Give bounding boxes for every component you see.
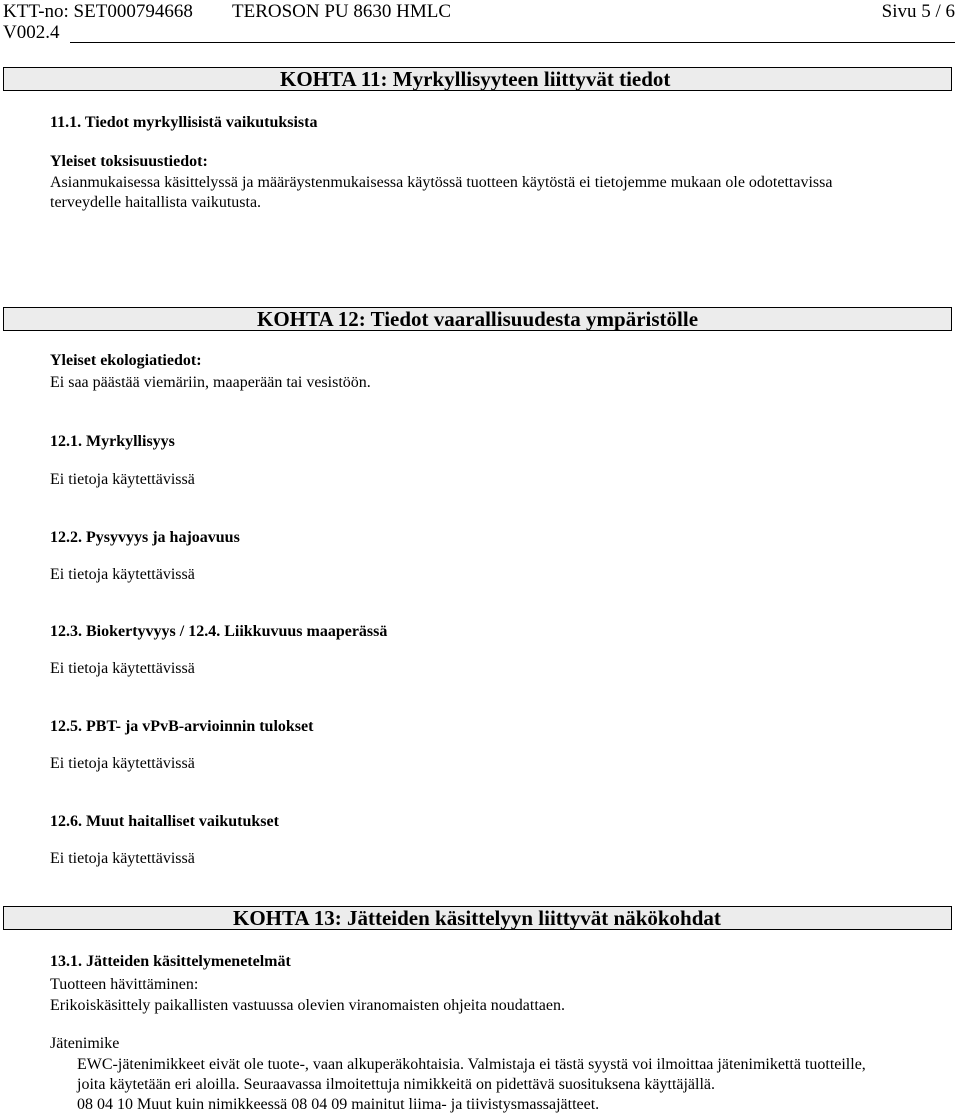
- subsection-12-6-text: Ei tietoja käytettävissä: [50, 850, 195, 867]
- product-name: TEROSON PU 8630 HMLC: [232, 1, 452, 22]
- section-11-header: [3, 67, 952, 91]
- section-13-header: [3, 906, 952, 930]
- header-rule: [70, 42, 955, 43]
- general-toxicity-text-line-1: Asianmukaisessa käsittelyssä ja määräystenmukaisessa käytössä tuotteen käytöstä ei tietojemme mukaan ole odotettavissa: [50, 174, 833, 191]
- subsection-11-1-heading: 11.1. Tiedot myrkyllisistä vaikutuksista: [50, 114, 318, 131]
- subsection-12-3-heading: 12.3. Biokertyvyys / 12.4. Liikkuvuus maaperässä: [50, 623, 388, 640]
- disposal-label: Tuotteen hävittäminen:: [50, 976, 199, 993]
- general-toxicity-text-line-2: terveydelle haitallista vaikutusta.: [50, 194, 262, 211]
- waste-code-text-line-1: EWC-jätenimikkeet eivät ole tuote-, vaan alkuperäkohtaisia. Valmistaja ei tästä syystä voi ilmoittaa jätenimikettä tuotteille,: [77, 1056, 866, 1073]
- subsection-12-3-text: Ei tietoja käytettävissä: [50, 660, 195, 677]
- waste-code-label: Jätenimike: [50, 1035, 120, 1052]
- waste-code-text-line-3: 08 04 10 Muut kuin nimikkeessä 08 04 09 mainitut liima- ja tiivistysmassajätteet.: [77, 1096, 600, 1113]
- disposal-text: Erikoiskäsittely paikallisten vastuussa olevien viranomaisten ohjeita noudattaen.: [50, 997, 565, 1014]
- subsection-12-6-heading: 12.6. Muut haitalliset vaikutukset: [50, 813, 279, 830]
- version-number: V002.4: [3, 22, 60, 43]
- ecology-text: Ei saa päästää viemäriin, maaperään tai vesistöön.: [50, 374, 371, 391]
- subsection-13-1-heading: 13.1. Jätteiden käsittelymenetelmät: [50, 953, 291, 970]
- waste-code-text-line-2: joita käytetään eri aloilla. Seuraavassa ilmoitettuja nimikkeitä on pidettävä suosituksena käyttäjällä.: [77, 1076, 716, 1093]
- page-number: Sivu 5 / 6: [881, 1, 955, 22]
- section-12-title: KOHTA 12: Tiedot vaarallisuudesta ympäristölle: [257, 307, 699, 331]
- ecology-heading: Yleiset ekologiatiedot:: [50, 352, 202, 369]
- general-toxicity-heading: Yleiset toksisuustiedot:: [50, 153, 208, 170]
- subsection-12-1-heading: 12.1. Myrkyllisyys: [50, 433, 175, 450]
- subsection-12-5-heading: 12.5. PBT- ja vPvB-arvioinnin tulokset: [50, 718, 314, 735]
- subsection-12-5-text: Ei tietoja käytettävissä: [50, 755, 195, 772]
- section-13-title: KOHTA 13: Jätteiden käsittelyyn liittyvät näkökohdat: [233, 906, 721, 930]
- section-12-header: [3, 307, 952, 331]
- subsection-12-2-text: Ei tietoja käytettävissä: [50, 566, 195, 583]
- subsection-12-1-text: Ei tietoja käytettävissä: [50, 471, 195, 488]
- section-11-title: KOHTA 11: Myrkyllisyyteen liittyvät tiedot: [280, 67, 671, 91]
- ktt-number: KTT-no: SET000794668: [3, 1, 193, 22]
- subsection-12-2-heading: 12.2. Pysyvyys ja hajoavuus: [50, 529, 240, 546]
